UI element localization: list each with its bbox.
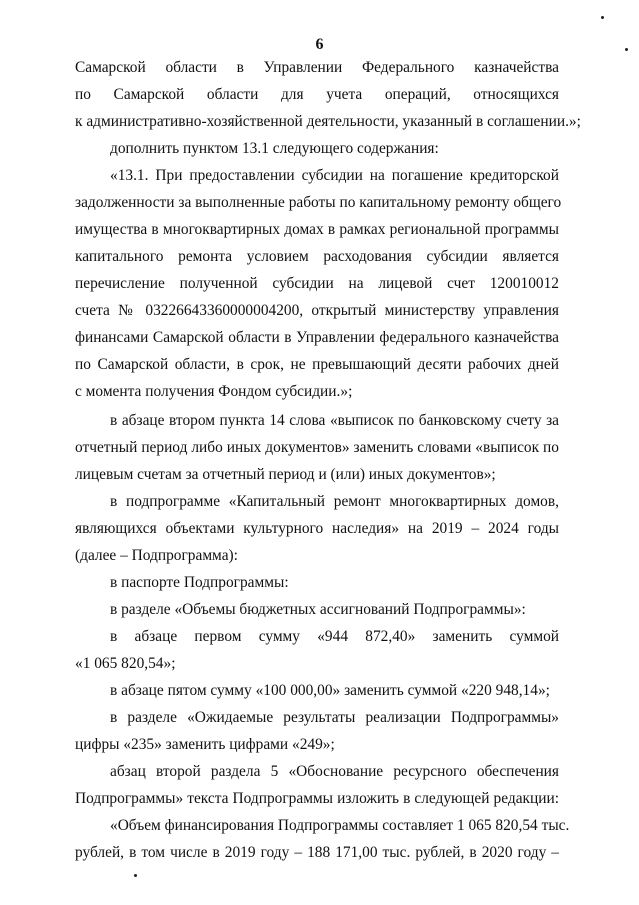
- text-line: цифры «235» заменить цифрами «249»;: [75, 736, 335, 753]
- text-line: являющихся объектами культурного наследия» на 2019 – 2024 годы: [75, 520, 559, 537]
- text-line: дополнить пунктом 13.1 следующего содержания:: [110, 140, 439, 157]
- text-line: в абзаце втором пункта 14 слова «выписок по банковскому счету за: [110, 412, 559, 429]
- text-line: «13.1. При предоставлении субсидии на погашение кредиторской: [110, 167, 559, 184]
- text-line: с момента получения Фондом субсидии.»;: [75, 383, 353, 400]
- text-line: имущества в многоквартирных домах в рамках региональной программы: [75, 221, 559, 238]
- text-line: финансами Самарской области в Управлении федерального казначейства: [75, 329, 559, 346]
- text-line: в разделе «Объемы бюджетных ассигнований Подпрограммы»:: [110, 601, 526, 618]
- text-line: к административно-хозяйственной деятельности, указанный в соглашении.»;: [75, 113, 581, 130]
- text-line: по Самарской области для учета операций, относящихся: [75, 86, 559, 103]
- text-line: перечисление полученной субсидии на лицевой счет 120010012: [75, 275, 559, 292]
- scan-speck: [601, 16, 604, 19]
- text-line: в абзаце пятом сумму «100 000,00» заменить суммой «220 948,14»;: [110, 682, 550, 699]
- page-number: 6: [315, 36, 324, 53]
- text-line: (далее – Подпрограмма):: [75, 547, 238, 564]
- text-line: задолженности за выполненные работы по капитальному ремонту общего: [75, 194, 562, 211]
- scan-speck: [134, 874, 137, 877]
- text-line: «Объем финансирования Подпрограммы составляет 1 065 820,54 тыс.: [110, 817, 570, 834]
- text-line: отчетный период либо иных документов» заменить словами «выписок по: [75, 439, 559, 456]
- text-line: в паспорте Подпрограммы:: [110, 574, 289, 591]
- text-line: в абзаце первом сумму «944 872,40» заменить суммой: [110, 628, 559, 645]
- text-line: в подпрограмме «Капитальный ремонт многоквартирных домов,: [110, 493, 559, 510]
- text-line: лицевым счетам за отчетный период и (или) иных документов»;: [75, 466, 496, 483]
- text-line: по Самарской области, в срок, не превышающий десяти рабочих дней: [75, 356, 559, 373]
- text-line: Самарской области в Управлении Федерального казначейства: [75, 59, 559, 76]
- text-line: рублей, в том числе в 2019 году – 188 171,00 тыс. рублей, в 2020 году –: [75, 844, 559, 861]
- text-line: «1 065 820,54»;: [75, 655, 176, 672]
- text-line: капитального ремонта условием расходования субсидии является: [75, 248, 559, 265]
- text-line: счета № 03226643360000004200, открытый министерству управления: [75, 302, 559, 319]
- scan-speck: [625, 48, 628, 51]
- text-line: Подпрограммы» текста Подпрограммы изложить в следующей редакции:: [75, 790, 559, 807]
- text-line: в разделе «Ожидаемые результаты реализации Подпрограммы»: [110, 709, 559, 726]
- text-line: абзац второй раздела 5 «Обоснование ресурсного обеспечения: [110, 763, 559, 780]
